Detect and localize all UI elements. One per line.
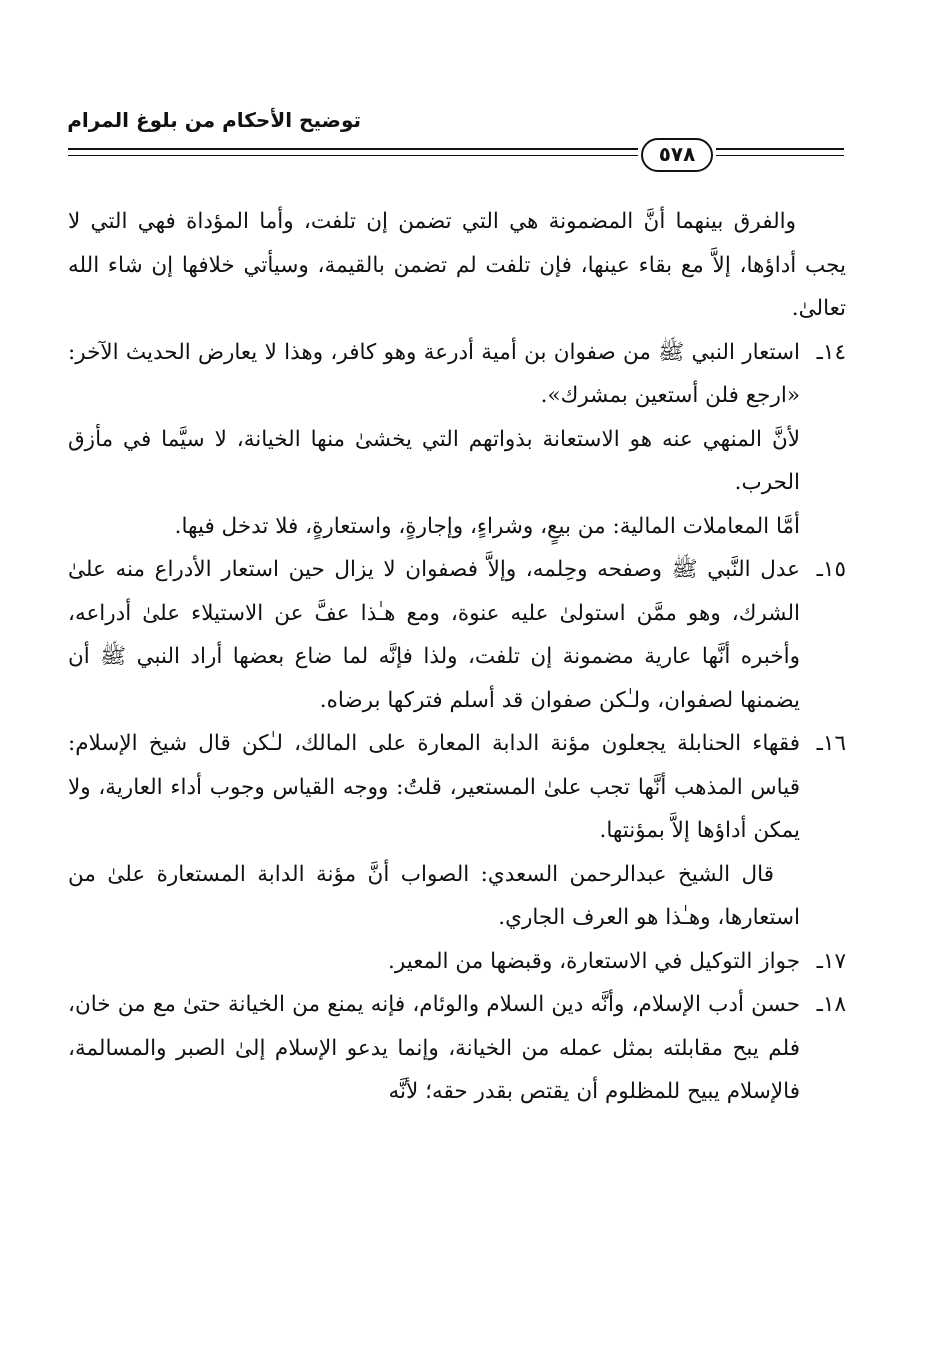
item-text: حسن أدب الإسلام، وأنَّه دين السلام والوئام، فإنه يمنع من الخيانة حتىٰ مع من خان، فلم يبح مقابلته بمثل عمله من الخيانة، وإنما يدعو الإسلام إلىٰ الصبر والمسالمة، فالإسلام يبيح للمظلوم أن يقتص بقدر حقه؛ لأنَّه	[68, 992, 800, 1104]
page-number-badge: ٥٧٨	[641, 138, 713, 172]
item-text: استعار النبي ﷺ من صفوان بن أمية أدرعة وهو كافر، وهذا لا يعارض الحديث الآخر: «ارجع فلن أستعين بمشرك».	[68, 339, 800, 408]
list-item	[68, 331, 846, 418]
item-subparagraph: لأنَّ المنهي عنه هو الاستعانة بذواتهم التي يخشىٰ منها الخيانة، لا سيَّما في مأزق الحرب.	[68, 426, 800, 495]
list-item	[68, 722, 846, 853]
main-text	[68, 200, 846, 1114]
header-rule-left-thick	[68, 148, 638, 150]
list-item	[68, 548, 846, 722]
item-text: عدل النَّبي ﷺ وصفحه وحِلمه، وإلاَّ فصفوان لا يزال حين استعار الأدراع منه علىٰ الشرك، وهو ممَّن استولىٰ عليه عنوة، ومع هـٰذا عفَّ عن الاستيلاء علىٰ أدراعه، وأخبره أنَّها عارية مضمونة إن تلفت، ولذا فإنَّه لما ضاع بعضها أراد النبي ﷺ أن يضمنها لصفوان، ولـٰكن صفوان قد أسلم فتركها برضاه.	[68, 557, 800, 713]
running-header-title: توضيح الأحكام من بلوغ المرام	[67, 108, 361, 132]
header-rule-left-thin	[68, 155, 638, 156]
item-subparagraph: أمَّا المعاملات المالية: من بيعٍ، وشراءٍ، وإجارةٍ، واستعارةٍ، فلا تدخل فيها.	[174, 513, 800, 539]
item-number: ١٥ـ	[816, 557, 846, 582]
header-rule-right-thin	[716, 155, 844, 156]
item-subparagraph: قال الشيخ عبدالرحمن السعدي: الصواب أنَّ مؤنة الدابة المستعارة علىٰ من استعارها، وهـٰذا هو العرف الجاري.	[68, 861, 800, 930]
intro-paragraph: والفرق بينهما أنَّ المضمونة هي التي تضمن إن تلفت، وأما المؤداة فهي التي لا يجب أداؤها، إلاَّ مع بقاء عينها، فإن تلفت لم تضمن بالقيمة، وسيأتي خلافها إن شاء الله تعالىٰ.	[68, 209, 846, 321]
list-item	[68, 940, 846, 984]
item-number: ١٨ـ	[816, 992, 846, 1017]
item-number: ١٦ـ	[816, 731, 846, 756]
item-text: فقهاء الحنابلة يجعلون مؤنة الدابة المعارة على المالك، لـٰكن قال شيخ الإسلام: قياس المذهب أنَّها تجب علىٰ المستعير، قلتُ: ووجه القياس وجوب أداء العارية، ولا يمكن أداؤها إلاَّ بمؤنتها.	[68, 731, 800, 843]
item-text: جواز التوكيل في الاستعارة، وقبضها من المعير.	[388, 948, 800, 974]
header-rule-right-thick	[716, 148, 844, 150]
item-number: ١٧ـ	[816, 948, 846, 974]
list-item	[68, 983, 846, 1114]
item-number: ١٤ـ	[816, 339, 846, 365]
